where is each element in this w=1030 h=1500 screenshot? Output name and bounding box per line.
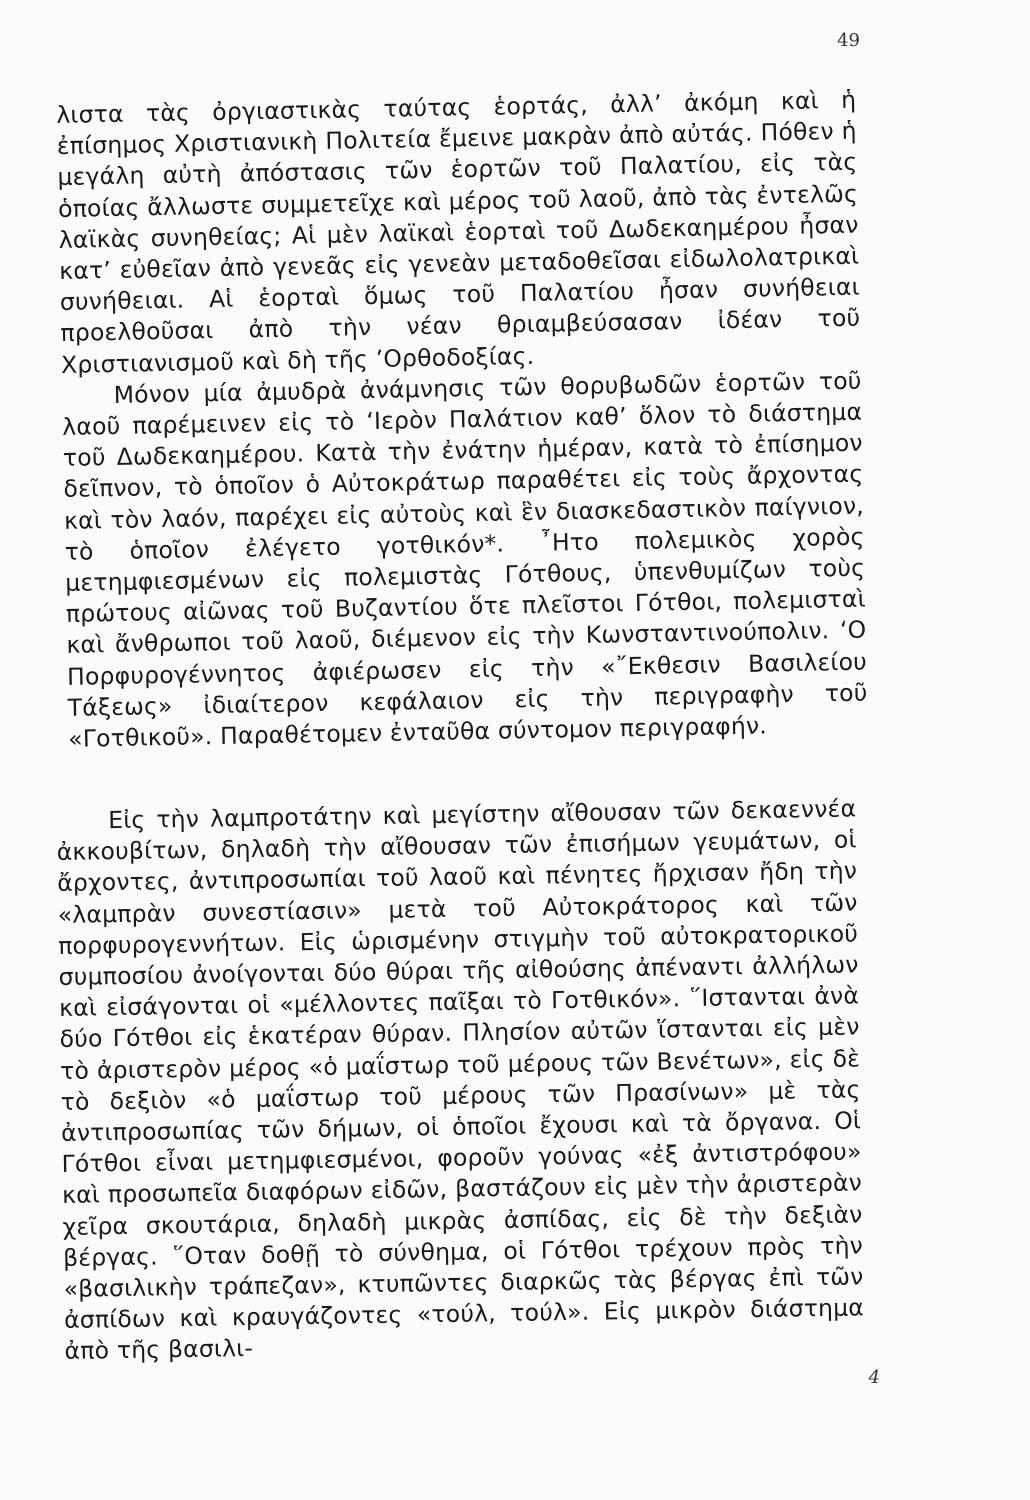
paragraph-gothic-game: Μόνον μία ἀμυδρὰ ἀνάμνησις τῶν θορυβωδῶν ἑορτῶν τοῦ λαοῦ παρέμεινεν εἰς τὸ ‘Ιερὸν Παλάτιον καθ’ ὅλον τὸ διάστημα τοῦ Δωδεκαημέρου. Κατὰ τὴν ἐνάτην ἡμέραν, κατὰ τὸ ἐπίσημον δεῖπνον, τὸ ὁποῖον ὁ Αὐτοκράτωρ παραθέτει εἰς τοὺς ἄρχοντας καὶ τὸν λαόν, παρέχει εἰς αὐτοὺς καὶ ἓν διασκεδαστικὸν παίγνιον, τὸ ὁποῖον ἐλέγετο γοτθικόν*. ῏Ητο πολεμικὸς χορὸς μετημφιεσμένων εἰς πολεμιστὰς Γότθους, ὑπενθυμίζων τοὺς πρώτους αἰῶνας τοῦ Βυζαντίου ὅτε πλεῖστοι Γότθοι, πολεμισταὶ καὶ ἄνθρωποι τοῦ λαοῦ, διέμενον εἰς τὴν Κωνσταντινούπολιν. ‘Ο Πορφυρογέννητος ἀφιέρωσεν εἰς τὴν «῎Εκθεσιν Βασιλείου Τάξεως» ἰδιαίτερον κεφάλαιον εἰς τὴν περιγραφὴν τοῦ «Γοτθικοῦ». Παραθέτομεν ἐνταῦθα σύντομον περιγραφήν. — [62, 366, 868, 753]
paragraph-banquet-description: Εἰς τὴν λαμπροτάτην καὶ μεγίστην αἴθουσαν τῶν δεκαεννέα ἀκκουβίτων, δηλαδὴ τὴν αἴθουσαν τῶν ἐπισήμων γευμάτων, οἱ ἄρχοντες, ἀντιπροσωπίαι τοῦ λαοῦ καὶ πένητες ἤρχισαν ἤδη τὴν «λαμπρὰν συνεστίασιν» μετὰ τοῦ Αὐτοκράτορος καὶ τῶν πορφυρογεννήτων. Εἰς ὡρισμένην στιγμὴν τοῦ αὐτοκρατορικοῦ συμποσίου ἀνοίγονται δύο θύραι τῆς αἰθούσης ἀπέναντι ἀλλήλων καὶ εἰσάγονται οἱ «μέλλοντες παῖξαι τὸ Γοτθικόν». ῞Ιστανται ἀνὰ δύο Γότθοι εἰς ἑκατέραν θύραν. Πλησίον αὐτῶν ἵστανται εἰς μὲν τὸ ἀριστερὸν μέρος «ὁ μαΐστωρ τοῦ μέρους τῶν Βενέτων», εἰς δὲ τὸ δεξιὸν «ὁ μαΐστωρ τοῦ μέρους τῶν Πρασίνων» μὲ τὰς ἀντιπροσωπίας τῶν δήμων, οἱ ὁποῖοι ἔχουσι καὶ τὰ ὄργανα. Οἱ Γότθοι εἶναι μετημφιεσμένοι, φοροῦν γούνας «ἐξ ἀντιστρόφου» καὶ προσωπεῖα διαφόρων εἰδῶν, βαστάζουν εἰς μὲν τὴν ἀριστερὰν χεῖρα σκουτάρια, δηλαδὴ μικρὰς ἀσπίδας, εἰς δὲ τὴν δεξιὰν βέργας. ῞Οταν δοθῇ τὸ σύνθημα, οἱ Γότθοι τρέχουν πρὸς τὴν «βασιλικὴν τράπεζαν», κτυπῶντες διαρκῶς τὰς βέργας ἐπὶ τῶν ἀσπίδων καὶ κραυγάζοντες «τούλ, τούλ». Εἰς μικρὸν διάστημα ἀπὸ τῆς βασιλι- — [56, 794, 865, 1366]
paragraph-continuation: λιστα τὰς ὀργιαστικὰς ταύτας ἑορτάς, ἀλλ’ ἀκόμη καὶ ἡ ἐπίσημος Χριστιανικὴ Πολιτεία ἔμεινε μακρὰν ἀπὸ αὐτάς. Πόθεν ἡ μεγάλη αὐτὴ ἀπόστασις τῶν ἑορτῶν τοῦ Παλατίου, εἰς τὰς ὁποίας ἄλλωστε συμμετεῖχε καὶ μέρος τοῦ λαοῦ, ἀπὸ τὰς ἐντελῶς λαϊκὰς συνηθείας; Αἱ μὲν λαϊκαὶ ἑορταὶ τοῦ Δωδεκαημέρου ἦσαν κατ’ εὐθεῖαν ἀπὸ γενεᾶς εἰς γενεὰν μεταδοθεῖσαι εἰδωλολατρικαὶ συνήθειαι. Αἱ ἑορταὶ ὅμως τοῦ Παλατίου ἦσαν συνήθειαι προελθοῦσαι ἀπὸ τὴν νέαν θριαμβεύσασαν ἰδέαν τοῦ Χριστιανισμοῦ καὶ δὴ τῆς ’Ορθοδοξίας. — [56, 85, 861, 379]
upper-text-block — [56, 85, 868, 756]
lower-text-block — [56, 793, 865, 1367]
page-number: 49 — [837, 30, 860, 51]
printer-signature-mark: 4 — [868, 1367, 880, 1388]
